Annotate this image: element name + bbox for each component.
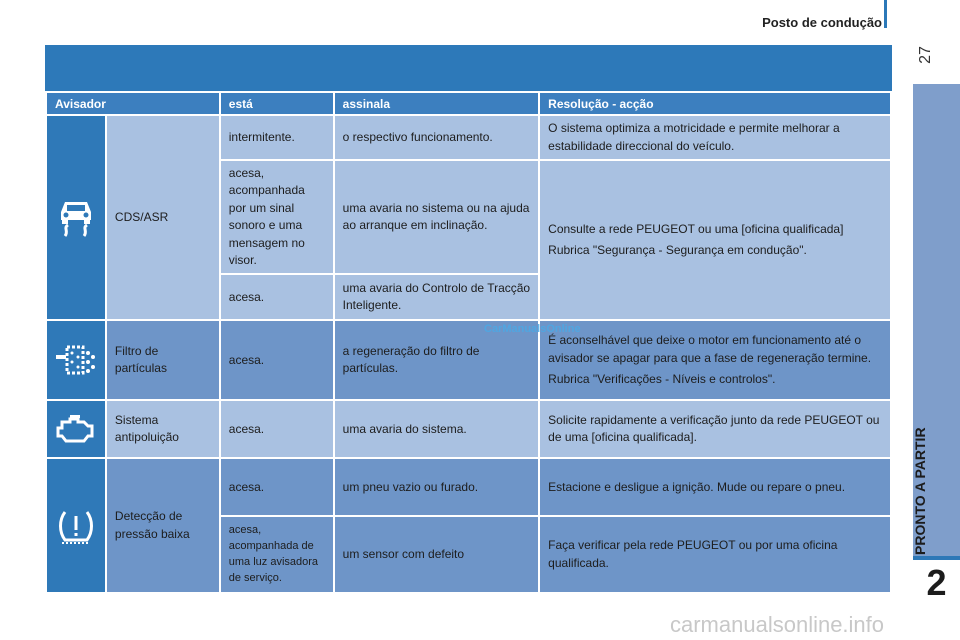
cds-asr-name: CDS/ASR: [107, 116, 219, 319]
cell-signals: a regeneração do filtro de partículas.: [335, 321, 539, 399]
cell-state: acesa, acompanhada por um sinal sonoro e uma mensagem no visor.: [221, 161, 333, 273]
footer-watermark: carmanualsonline.info: [670, 612, 885, 637]
header-resolucao: Resolução - acção: [540, 93, 890, 114]
table-row: [47, 459, 890, 515]
cell-resolution: O sistema optimiza a motricidade e permite melhorar a estabilidade direccional do veículo.: [540, 116, 890, 159]
skidding-car-icon: [47, 198, 105, 238]
table-row: [47, 401, 890, 457]
pressao-name: Detecção de pressão baixa: [107, 459, 219, 592]
cell-signals: o respectivo funcionamento.: [335, 116, 539, 159]
cell-resolution: Faça verificar pela rede PEUGEOT ou por uma oficina qualificada.: [540, 517, 890, 592]
cell-signals: uma avaria no sistema ou na ajuda ao arranque em inclinação.: [335, 161, 539, 273]
watermark: CarManualsOnline: [484, 323, 581, 335]
cell-state: acesa, acompanhada de uma luz avisadora de serviço.: [221, 517, 333, 592]
filtro-name: Filtro de partículas: [107, 321, 219, 399]
cell-signals: uma avaria do sistema.: [335, 401, 539, 457]
table-banner: [45, 45, 892, 91]
header-esta: está: [221, 93, 333, 114]
cell-resolution: [540, 161, 890, 319]
cell-state: acesa.: [221, 275, 333, 319]
tyre-pressure-icon: [47, 506, 105, 546]
warning-lights-table: [45, 91, 892, 594]
side-tab-label: [912, 507, 928, 555]
page-number: 27: [917, 46, 934, 64]
pressao-icon-cell: [47, 459, 105, 592]
cell-resolution: [540, 321, 890, 399]
resolution-line: É aconselhável que deixe o motor em funcionamento até o avisador se apagar para que a fase de regeneração termine.: [548, 333, 872, 365]
header-assinala: assinala: [335, 93, 539, 114]
cds-asr-icon-cell: [47, 116, 105, 319]
resolution-line: Rubrica "Segurança - Segurança em condução".: [548, 243, 807, 258]
cell-signals: um pneu vazio ou furado.: [335, 459, 539, 515]
cell-state: intermitente.: [221, 116, 333, 159]
page-section-title: Posto de condução: [762, 15, 882, 30]
cell-resolution: Estacione e desligue a ignição. Mude ou repare o pneu.: [540, 459, 890, 515]
resolution-line: Rubrica "Verificações - Níveis e controlos".: [548, 372, 776, 387]
resolution-line: Consulte a rede PEUGEOT ou uma [oficina qualificada]: [548, 221, 844, 236]
particle-filter-icon: [47, 343, 105, 377]
chapter-divider: [913, 556, 960, 560]
cell-signals: um sensor com defeito: [335, 517, 539, 592]
cell-resolution: Solicite rapidamente a verificação junto da rede PEUGEOT ou de uma [oficina qualificada].: [540, 401, 890, 457]
chapter-number: 2: [926, 562, 947, 603]
header-rule: [884, 0, 887, 28]
cell-state: acesa.: [221, 321, 333, 399]
antipol-icon-cell: [47, 401, 105, 457]
antipol-name: Sistema antipoluição: [107, 401, 219, 457]
cell-state: acesa.: [221, 459, 333, 515]
table-row: [47, 321, 890, 399]
header-avisador: Avisador: [47, 93, 219, 114]
cell-state: acesa.: [221, 401, 333, 457]
table-row: [47, 116, 890, 159]
engine-icon: [47, 414, 105, 444]
cell-signals: uma avaria do Controlo de Tracção Inteligente.: [335, 275, 539, 319]
table-header-row: [47, 93, 890, 114]
filtro-icon-cell: [47, 321, 105, 399]
